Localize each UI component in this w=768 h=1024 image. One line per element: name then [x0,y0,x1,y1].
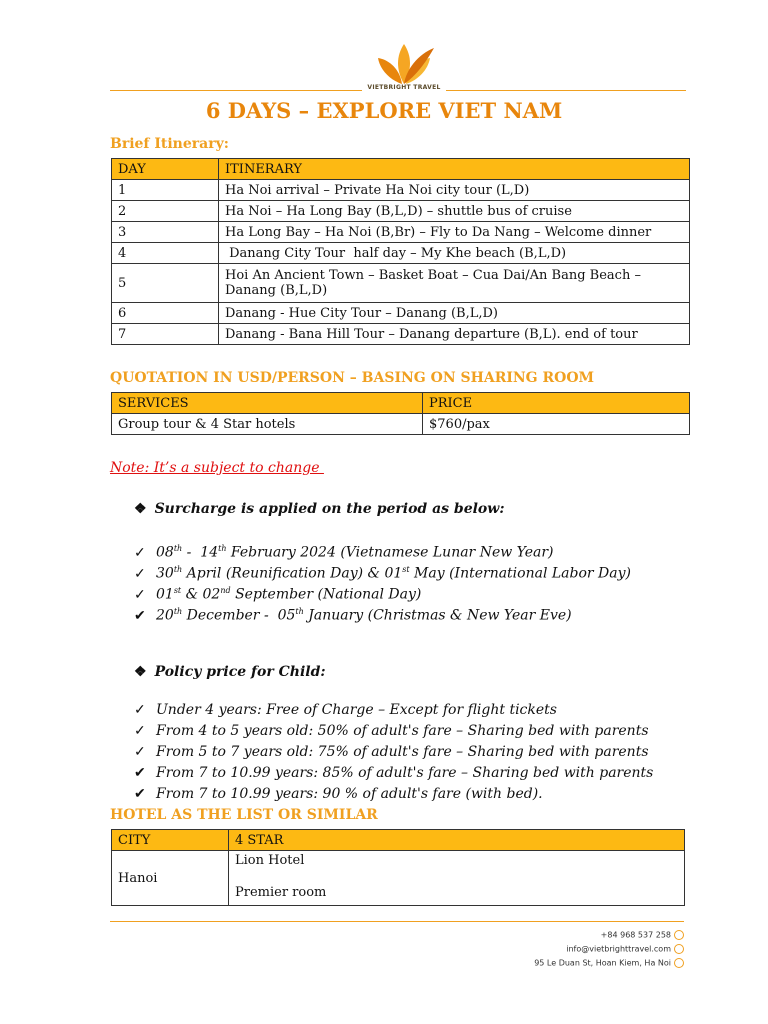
list-item: ✔ 20th December - 05th January (Christmas & New Year Eve) [134,601,631,622]
service-cell: Group tour & 4 Star hotels [112,414,423,435]
day-cell: 3 [112,222,219,243]
surcharge-list [134,538,631,622]
hotels-table [111,829,685,906]
surcharge-heading-text: Surcharge is applied on the period as below: [154,501,505,517]
table-row [112,414,690,435]
list-item: ✔ From 7 to 10.99 years: 85% of adult's fare – Sharing bed with parents [134,763,653,784]
checkmark-icon: ✓ [134,744,146,760]
table-row [112,851,685,906]
contact-phone: +84 968 537 258 [601,930,684,940]
itinerary-cell: Hoi An Ancient Town – Basket Boat – Cua Dai/An Bang Beach – Danang (B,L,D) [219,264,690,303]
table-row [112,180,690,201]
diamond-bullet-icon: ❖ [134,501,147,517]
checkmark-icon: ✓ [134,565,146,582]
day-cell: 2 [112,201,219,222]
table-row [112,303,690,324]
email-icon [674,944,684,954]
list-item: ✓ From 5 to 7 years old: 75% of adult's fare – Sharing bed with parents [134,742,653,763]
page-title: 6 DAYS – EXPLORE VIET NAM [205,98,563,123]
list-item: ✔ From 7 to 10.99 years: 90 % of adult's fare (with bed). [134,784,653,805]
city-cell: Hanoi [112,851,229,906]
col-itinerary-header: ITINERARY [219,159,690,180]
itinerary-cell: Ha Long Bay – Ha Noi (B,Br) – Fly to Da Nang – Welcome dinner [219,222,690,243]
list-item: ✓ From 4 to 5 years old: 50% of adult's fare – Sharing bed with parents [134,721,653,742]
table-header-row [112,830,685,851]
footer-line [110,921,684,922]
itinerary-cell: Danang City Tour half day – My Khe beach (B,L,D) [219,243,690,264]
itinerary-heading: Brief Itinerary: [110,136,229,152]
day-cell: 5 [112,264,219,303]
day-cell: 4 [112,243,219,264]
table-row [112,222,690,243]
quotation-heading: QUOTATION IN USD/PERSON – BASING ON SHARING ROOM [110,370,595,386]
itinerary-cell: Ha Noi arrival – Private Ha Noi city tour (L,D) [219,180,690,201]
itinerary-cell: Ha Noi – Ha Long Bay (B,L,D) – shuttle bus of cruise [219,201,690,222]
itinerary-table [111,158,690,345]
day-cell: 1 [112,180,219,201]
checkmark-icon: ✓ [134,544,146,561]
location-icon [674,958,684,968]
checkmark-icon: ✔ [134,786,146,802]
table-row [112,201,690,222]
table-row [112,243,690,264]
hotel-cell [229,851,685,906]
child-policy-heading-text: Policy price for Child: [154,664,326,680]
hotel-name: Lion Hotel [235,853,305,868]
child-policy-list [134,700,653,805]
checkmark-icon: ✓ [134,702,146,718]
child-policy-heading [134,664,326,680]
header-line-left [110,90,362,91]
surcharge-heading [134,501,505,517]
header-line-right [446,90,686,91]
table-header-row [112,159,690,180]
col-services-header: SERVICES [112,393,423,414]
quotation-table [111,392,690,435]
day-cell: 7 [112,324,219,345]
itinerary-cell: Danang - Hue City Tour – Danang (B,L,D) [219,303,690,324]
table-header-row [112,393,690,414]
logo-text: VIETBRIGHT TRAVEL [367,84,441,91]
checkmark-icon: ✓ [134,586,146,603]
checkmark-icon: ✓ [134,723,146,739]
note-text: Note: It’s a subject to change [110,460,324,476]
col-price-header: PRICE [423,393,690,414]
contact-address: 95 Le Duan St, Hoan Kiem, Ha Noi [534,958,684,968]
day-cell: 6 [112,303,219,324]
contact-email: info@vietbrighttravel.com [566,944,684,954]
table-row [112,324,690,345]
diamond-bullet-icon: ❖ [134,664,147,680]
col-hotel-header: 4 STAR [229,830,685,851]
phone-icon [674,930,684,940]
list-item: ✓ Under 4 years: Free of Charge – Except for flight tickets [134,700,653,721]
table-row [112,264,690,303]
price-cell: $760/pax [423,414,690,435]
list-item: ✓ 08th - 14th February 2024 (Vietnamese Lunar New Year) [134,538,631,559]
list-item: ✓ 01st & 02nd September (National Day) [134,580,631,601]
checkmark-icon: ✔ [134,765,146,781]
checkmark-icon: ✔ [134,607,146,624]
hotels-heading: HOTEL AS THE LIST OR SIMILAR [110,807,378,823]
col-city-header: CITY [112,830,229,851]
list-item: ✓ 30th April (Reunification Day) & 01st May (International Labor Day) [134,559,631,580]
col-day-header: DAY [112,159,219,180]
itinerary-cell: Danang - Bana Hill Tour – Danang departure (B,L). end of tour [219,324,690,345]
room-type: Premier room [235,885,327,900]
